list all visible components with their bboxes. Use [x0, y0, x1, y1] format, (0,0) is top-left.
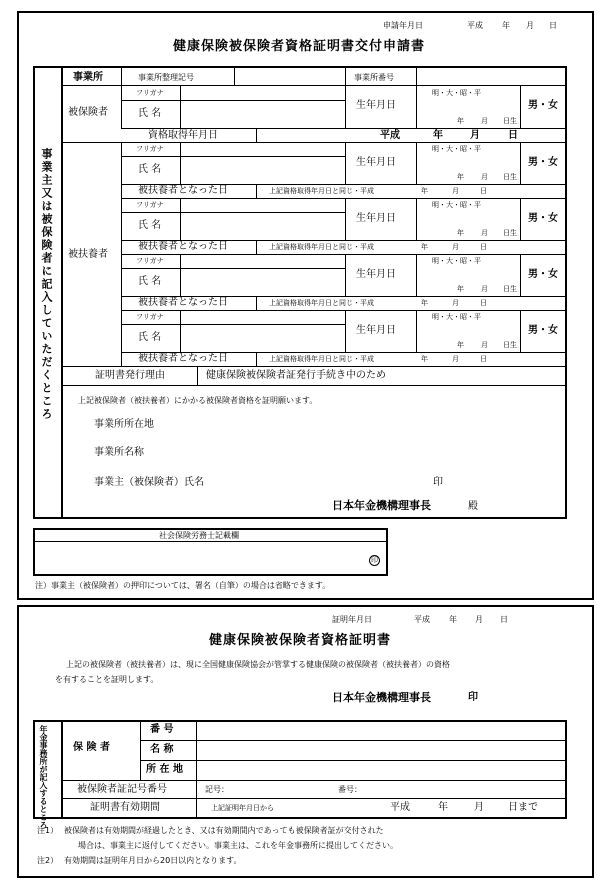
dep2-m: 月 — [481, 229, 488, 237]
office-address-label: 事業所所在地 — [94, 419, 154, 430]
request-text: 上記被保険者（被扶養者）にかかる被保険者資格を証明願います。 — [78, 396, 318, 405]
divider — [416, 254, 417, 296]
dep3-gender: 男・女 — [528, 269, 558, 280]
dep4-became-label: 被扶養者となった日 — [138, 353, 228, 364]
card-symbol-label: 記号： — [205, 785, 229, 794]
dep3-became-label: 被扶養者となった日 — [138, 297, 228, 308]
insured-name-label: 氏 名 — [138, 108, 162, 119]
dep2-era-options: 明・大・昭・平 — [432, 201, 481, 209]
cert-issuer: 日本年金機構理事長 — [332, 691, 431, 704]
divider — [345, 198, 346, 240]
divider — [121, 324, 345, 325]
dep1-became-d: 日 — [480, 187, 487, 195]
divider — [121, 198, 567, 199]
acquired-year: 年 — [433, 130, 443, 141]
cert-date-day: 日 — [500, 615, 508, 624]
card-number-field-label: 番号： — [338, 785, 362, 794]
office-number-label: 事業所番号 — [354, 73, 394, 82]
dep1-birth-label: 生年月日 — [356, 157, 396, 168]
application-date-month: 月 — [526, 21, 534, 30]
reason-value: 健康保険被保険者証発行手続き中のため — [206, 370, 386, 381]
dep3-birth-label: 生年月日 — [356, 269, 396, 280]
dependents-label: 被扶養者 — [68, 249, 108, 260]
cert-title: 健康保険被保険者資格証明書 — [209, 633, 392, 648]
divider — [197, 366, 198, 385]
dep3-became-m: 月 — [452, 299, 459, 307]
dep4-m: 月 — [481, 341, 488, 349]
dep2-birth-label: 生年月日 — [356, 213, 396, 224]
dep1-m: 月 — [481, 173, 488, 181]
divider — [416, 66, 417, 85]
divider — [121, 254, 567, 255]
dep2-furigana-label: フリガナ — [136, 201, 164, 209]
divider — [33, 541, 388, 542]
dep4-gender: 男・女 — [528, 325, 558, 336]
divider — [61, 798, 567, 799]
dep3-m: 月 — [481, 285, 488, 293]
application-date-era: 平成 — [467, 21, 483, 30]
divider — [234, 66, 235, 85]
divider — [121, 268, 345, 269]
dep3-same: 上記資格取得年月日と同じ・平成 — [269, 299, 374, 307]
dep4-d: 日生 — [503, 341, 517, 349]
application-title: 健康保険被保険者資格証明書交付申請書 — [173, 39, 426, 54]
addressee: 日本年金機構理事長 — [332, 499, 431, 512]
divider — [520, 254, 521, 296]
note1-line-b: 場合は、事業主に返付してください。事業主は、これを年金事務所に提出してください。 — [78, 841, 398, 850]
divider — [180, 198, 181, 240]
divider — [345, 310, 346, 352]
dep2-became-y: 年 — [421, 243, 428, 251]
addressee-suffix: 殿 — [468, 501, 478, 512]
dep1-same: 上記資格取得年月日と同じ・平成 — [269, 187, 374, 195]
dep3-furigana-label: フリガナ — [136, 257, 164, 265]
dep3-became-d: 日 — [480, 299, 487, 307]
divider — [61, 85, 567, 86]
reason-label: 証明書発行理由 — [95, 370, 165, 381]
divider — [61, 142, 567, 143]
sharoshi-label: 社会保険労務士記載欄 — [159, 531, 239, 540]
note2-mark: 注2） — [37, 856, 59, 865]
divider — [61, 780, 567, 781]
insured-birth-d: 日生 — [503, 117, 517, 125]
divider — [416, 198, 417, 240]
application-date-label: 申請年月日 — [383, 21, 423, 30]
divider — [520, 310, 521, 352]
divider — [416, 310, 417, 352]
dep4-furigana-label: フリガナ — [136, 313, 164, 321]
divider — [345, 66, 346, 85]
dep1-became-m: 月 — [452, 187, 459, 195]
insured-birth-y: 年 — [457, 117, 464, 125]
form1-note: 注）事業主（被保険者）の押印については、署名（自筆）の場合は省略できます。 — [35, 581, 331, 590]
office-label: 事業所 — [73, 72, 103, 83]
dep2-became-d: 日 — [480, 243, 487, 251]
divider — [256, 296, 257, 310]
divider — [61, 366, 567, 367]
side-label-divider-2 — [61, 720, 63, 819]
insured-birth-label: 生年月日 — [356, 100, 396, 111]
dep2-name-label: 氏 名 — [138, 220, 162, 231]
insurer-name-label: 名 称 — [150, 744, 174, 755]
divider — [121, 66, 122, 85]
divider — [140, 760, 567, 761]
divider — [256, 352, 257, 366]
dep4-y: 年 — [457, 341, 464, 349]
valid-day: 日まで — [508, 802, 538, 813]
dep2-d: 日生 — [503, 229, 517, 237]
divider — [140, 720, 141, 780]
insurer-number-label: 番 号 — [150, 724, 174, 735]
cert-issuer-seal: 印 — [468, 692, 478, 703]
insurer-label: 保 険 者 — [73, 742, 110, 753]
dep3-name-label: 氏 名 — [138, 276, 162, 287]
dep1-d: 日生 — [503, 173, 517, 181]
insured-furigana-label: フリガナ — [136, 89, 164, 97]
valid-month: 月 — [474, 802, 484, 813]
note1-mark: 注1） — [37, 826, 59, 835]
divider — [256, 184, 257, 198]
divider — [140, 740, 567, 741]
note1-line-a: 被保険者は有効期間が経過したとき、又は有効期間内であっても被保険者証が交付された — [64, 826, 384, 835]
cert-date-label: 証明年月日 — [332, 615, 372, 624]
divider — [180, 254, 181, 296]
divider — [416, 85, 417, 128]
divider — [180, 310, 181, 352]
dep1-became-y: 年 — [421, 187, 428, 195]
divider — [345, 142, 346, 184]
valid-year: 年 — [438, 802, 448, 813]
dep1-furigana-label: フリガナ — [136, 145, 164, 153]
owner-name-label: 事業主（被保険者）氏名 — [94, 477, 204, 488]
divider — [256, 240, 257, 254]
sharoshi-seal-icon: 印 — [371, 556, 378, 564]
dep4-era-options: 明・大・昭・平 — [432, 313, 481, 321]
divider — [61, 385, 567, 386]
side-label-pension-office: 年金事務所が記入するところ — [39, 725, 48, 829]
side-label-applicant: 事業主又は被保険者に記入していただくところ — [40, 148, 53, 421]
insurer-location-label: 所 在 地 — [146, 764, 183, 775]
divider — [180, 142, 181, 184]
owner-seal-char: 印 — [433, 477, 443, 488]
dep3-y: 年 — [457, 285, 464, 293]
cert-body-line1: 上記の被保険者（被扶養者）は、現に全国健康保険協会が管掌する健康保険の被保険者（被扶養者）の資格 — [66, 660, 450, 669]
divider — [256, 128, 257, 142]
dep2-y: 年 — [457, 229, 464, 237]
acquired-month: 月 — [470, 130, 480, 141]
divider — [121, 212, 345, 213]
divider — [121, 128, 567, 129]
dep3-era-options: 明・大・昭・平 — [432, 257, 481, 265]
insured-birth-m: 月 — [481, 117, 488, 125]
divider — [345, 85, 346, 128]
card-number-label: 被保険者証記号番号 — [77, 784, 167, 795]
acquired-day: 日 — [508, 130, 518, 141]
divider — [520, 198, 521, 240]
side-label-divider — [61, 66, 63, 519]
divider — [416, 142, 417, 184]
divider — [121, 100, 345, 101]
dep2-became-label: 被扶養者となった日 — [138, 241, 228, 252]
dep4-name-label: 氏 名 — [138, 332, 162, 343]
cert-date-year: 年 — [449, 615, 457, 624]
dep3-became-y: 年 — [421, 299, 428, 307]
acquired-era: 平成 — [380, 130, 400, 141]
dep4-became-m: 月 — [452, 355, 459, 363]
dep1-y: 年 — [457, 173, 464, 181]
insured-gender: 男・女 — [528, 100, 558, 111]
dep2-became-m: 月 — [452, 243, 459, 251]
dep1-era-options: 明・大・昭・平 — [432, 145, 481, 153]
cert-date-month: 月 — [475, 615, 483, 624]
divider — [196, 720, 197, 819]
dep4-birth-label: 生年月日 — [356, 325, 396, 336]
dep1-became-label: 被扶養者となった日 — [138, 185, 228, 196]
dep4-became-y: 年 — [421, 355, 428, 363]
office-name-label: 事業所名称 — [94, 447, 144, 458]
valid-era: 平成 — [390, 802, 410, 813]
valid-period-label: 証明書有効期間 — [90, 802, 160, 813]
note2-text: 有効期間は証明年月日から20日以内となります。 — [64, 856, 242, 865]
dep4-same: 上記資格取得年月日と同じ・平成 — [269, 355, 374, 363]
insured-era-options: 明・大・昭・平 — [432, 89, 481, 97]
dep2-gender: 男・女 — [528, 213, 558, 224]
acquired-date-label: 資格取得年月日 — [148, 130, 218, 141]
office-reg-symbol-label: 事業所整理記号 — [138, 73, 194, 82]
dep1-name-label: 氏 名 — [138, 164, 162, 175]
divider — [520, 142, 521, 184]
cert-date-era: 平成 — [414, 615, 430, 624]
dep4-became-d: 日 — [480, 355, 487, 363]
application-date-year: 年 — [502, 21, 510, 30]
insured-label: 被保険者 — [68, 107, 108, 118]
dep1-gender: 男・女 — [528, 157, 558, 168]
divider — [180, 85, 181, 128]
divider — [520, 85, 521, 128]
dep2-same: 上記資格取得年月日と同じ・平成 — [269, 243, 374, 251]
application-date-day: 日 — [549, 21, 557, 30]
valid-from: 上記証明年月日から — [211, 804, 274, 812]
divider — [121, 156, 345, 157]
divider — [345, 254, 346, 296]
cert-body-line2: を有することを証明します。 — [55, 675, 159, 684]
divider — [121, 310, 567, 311]
divider — [121, 85, 122, 128]
dep3-d: 日生 — [503, 285, 517, 293]
